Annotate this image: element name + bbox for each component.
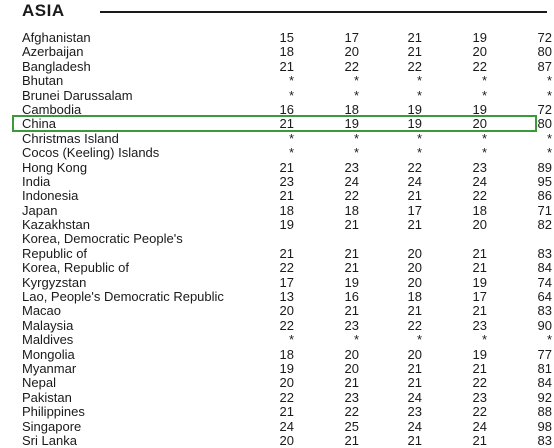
score-cell: * xyxy=(353,145,359,161)
score-cell: 20 xyxy=(344,346,359,362)
score-cell: 64 xyxy=(537,289,552,305)
table-row xyxy=(22,159,552,175)
score-cell: 89 xyxy=(537,159,552,175)
country-name: Malaysia xyxy=(22,317,74,333)
score-cell: * xyxy=(288,73,294,89)
score-cell: * xyxy=(481,73,487,89)
score-cell: 88 xyxy=(537,404,552,420)
score-cell: * xyxy=(481,145,487,161)
score-cell: 21 xyxy=(407,432,422,448)
country-name: Korea, Democratic People's xyxy=(22,231,183,247)
score-cell: 21 xyxy=(472,303,487,319)
country-name: Kazakhstan xyxy=(22,217,90,233)
score-cell: 21 xyxy=(344,245,359,261)
score-cell: * xyxy=(481,130,487,146)
score-cell: 23 xyxy=(344,317,359,333)
score-cell: * xyxy=(416,73,422,89)
score-cell: 20 xyxy=(407,260,422,276)
score-cell: 22 xyxy=(344,404,359,420)
country-name: Indonesia xyxy=(22,188,79,204)
score-cell: 77 xyxy=(537,346,552,362)
score-cell: 22 xyxy=(407,317,422,333)
score-cell: 18 xyxy=(279,202,294,218)
score-cell: * xyxy=(353,87,359,103)
score-cell: * xyxy=(546,87,552,103)
score-cell: 21 xyxy=(472,432,487,448)
score-cell: 16 xyxy=(344,289,359,305)
country-name: India xyxy=(22,173,51,189)
country-name: Lao, People's Democratic Republic xyxy=(22,289,224,305)
score-cell: 21 xyxy=(344,260,359,276)
score-cell: 20 xyxy=(407,245,422,261)
score-cell: 95 xyxy=(537,173,552,189)
table-row xyxy=(22,58,552,74)
country-name: Macao xyxy=(22,303,62,319)
table-row xyxy=(22,346,552,362)
score-cell: 82 xyxy=(537,217,552,233)
score-cell: 23 xyxy=(344,159,359,175)
country-name: Korea, Republic of xyxy=(22,260,129,276)
score-cell: 22 xyxy=(344,188,359,204)
score-cell: 19 xyxy=(279,360,294,376)
score-cell: 83 xyxy=(537,432,552,448)
country-name: Brunei Darussalam xyxy=(22,87,133,103)
score-cell: 74 xyxy=(537,274,552,290)
score-cell: 21 xyxy=(407,375,422,391)
table-row xyxy=(22,130,552,146)
score-cell: 21 xyxy=(279,116,294,132)
table-row xyxy=(22,30,552,45)
score-cell: 92 xyxy=(537,389,552,405)
table-row xyxy=(22,232,542,246)
score-cell: 16 xyxy=(279,101,294,117)
title-rule xyxy=(100,11,547,13)
score-cell: 23 xyxy=(472,317,487,333)
score-cell: 24 xyxy=(472,418,487,434)
table-row xyxy=(22,116,552,132)
score-cell: 21 xyxy=(407,188,422,204)
score-cell: * xyxy=(288,145,294,161)
table-row xyxy=(22,432,552,448)
score-cell: 21 xyxy=(344,432,359,448)
score-cell: 18 xyxy=(407,289,422,305)
score-cell: * xyxy=(546,73,552,89)
country-name: Kyrgyzstan xyxy=(22,274,87,290)
score-cell: * xyxy=(288,332,294,348)
score-cell: 19 xyxy=(344,274,359,290)
score-cell: 22 xyxy=(472,188,487,204)
score-cell: 86 xyxy=(537,188,552,204)
score-cell: 22 xyxy=(472,404,487,420)
score-cell: * xyxy=(288,87,294,103)
table-row xyxy=(22,101,552,117)
country-name: Pakistan xyxy=(22,389,72,405)
score-cell: 19 xyxy=(279,217,294,233)
score-cell: 24 xyxy=(344,173,359,189)
score-cell: 19 xyxy=(407,101,422,117)
table-row xyxy=(22,188,552,204)
score-cell: * xyxy=(481,332,487,348)
score-cell: 24 xyxy=(407,418,422,434)
country-score-table xyxy=(22,30,552,448)
score-cell: 19 xyxy=(344,116,359,132)
table-row xyxy=(22,73,552,89)
table-row xyxy=(22,360,552,376)
score-cell: 87 xyxy=(537,58,552,74)
country-name: Christmas Island xyxy=(22,130,119,146)
score-cell: 21 xyxy=(407,217,422,233)
score-cell: 20 xyxy=(407,274,422,290)
score-cell: 23 xyxy=(344,389,359,405)
score-cell: 25 xyxy=(344,418,359,434)
table-row xyxy=(22,317,552,333)
score-cell: * xyxy=(546,130,552,146)
region-title: ASIA xyxy=(22,1,65,20)
score-cell: 22 xyxy=(279,389,294,405)
table-row xyxy=(22,44,552,60)
table-row xyxy=(22,332,552,348)
country-name: Cocos (Keeling) Islands xyxy=(22,145,160,161)
score-cell: * xyxy=(481,87,487,103)
country-name: Philippines xyxy=(22,404,85,420)
table-row xyxy=(22,173,552,189)
table-row xyxy=(22,217,552,233)
score-cell: * xyxy=(353,73,359,89)
country-name: Nepal xyxy=(22,375,56,391)
score-cell: 21 xyxy=(407,30,422,45)
score-cell: 21 xyxy=(279,245,294,261)
score-cell: 13 xyxy=(279,289,294,305)
score-cell: 22 xyxy=(407,58,422,74)
score-cell: 21 xyxy=(279,188,294,204)
score-cell: * xyxy=(416,130,422,146)
score-cell: 98 xyxy=(537,418,552,434)
score-cell: 20 xyxy=(472,116,487,132)
score-cell: 24 xyxy=(472,173,487,189)
score-cell: 90 xyxy=(537,317,552,333)
score-cell: * xyxy=(416,87,422,103)
score-cell: 72 xyxy=(537,101,552,117)
score-cell: 19 xyxy=(407,116,422,132)
country-name: Cambodia xyxy=(22,101,82,117)
score-cell: 72 xyxy=(537,30,552,45)
country-name: Bhutan xyxy=(22,73,64,89)
score-cell: 80 xyxy=(537,116,552,132)
score-cell: * xyxy=(416,332,422,348)
score-cell: 19 xyxy=(472,101,487,117)
country-name: Myanmar xyxy=(22,360,77,376)
score-cell: 20 xyxy=(344,360,359,376)
score-cell: 22 xyxy=(279,317,294,333)
score-cell: 15 xyxy=(279,30,294,45)
score-cell: 19 xyxy=(472,346,487,362)
score-cell: 84 xyxy=(537,260,552,276)
score-cell: 20 xyxy=(279,303,294,319)
score-cell: 19 xyxy=(472,274,487,290)
score-cell: 20 xyxy=(279,375,294,391)
score-cell: 22 xyxy=(472,375,487,391)
score-cell: 18 xyxy=(344,101,359,117)
score-cell: 81 xyxy=(537,360,552,376)
country-name: China xyxy=(22,116,56,132)
score-cell: 23 xyxy=(472,389,487,405)
score-cell: 18 xyxy=(472,202,487,218)
score-cell: * xyxy=(416,145,422,161)
score-cell: 24 xyxy=(407,173,422,189)
country-name: Maldives xyxy=(22,332,74,348)
table-row xyxy=(22,245,552,261)
score-cell: 80 xyxy=(537,44,552,60)
score-cell: 21 xyxy=(472,245,487,261)
score-cell: 22 xyxy=(407,159,422,175)
score-cell: 20 xyxy=(279,432,294,448)
score-cell: 21 xyxy=(279,404,294,420)
score-cell: 24 xyxy=(279,418,294,434)
table-row xyxy=(22,202,552,218)
score-cell: 17 xyxy=(472,289,487,305)
table-row xyxy=(22,389,552,405)
score-cell: 21 xyxy=(472,360,487,376)
country-name: Japan xyxy=(22,202,58,218)
table-row xyxy=(22,87,552,103)
score-cell: 23 xyxy=(407,404,422,420)
score-cell: 20 xyxy=(472,44,487,60)
score-cell: 20 xyxy=(344,44,359,60)
score-cell: 17 xyxy=(407,202,422,218)
table-row xyxy=(22,274,552,290)
country-name: Mongolia xyxy=(22,346,75,362)
table-row xyxy=(22,404,552,420)
score-cell: 21 xyxy=(407,44,422,60)
table-row xyxy=(22,145,552,161)
table-row xyxy=(22,418,552,434)
score-cell: * xyxy=(353,332,359,348)
score-cell: 83 xyxy=(537,303,552,319)
score-cell: 24 xyxy=(407,389,422,405)
score-cell: 21 xyxy=(344,375,359,391)
score-cell: 21 xyxy=(407,360,422,376)
score-cell: 22 xyxy=(344,58,359,74)
score-cell: * xyxy=(353,130,359,146)
country-name: Republic of xyxy=(22,245,88,261)
score-cell: 17 xyxy=(279,274,294,290)
score-cell: 18 xyxy=(279,44,294,60)
score-cell: * xyxy=(288,130,294,146)
country-name: Hong Kong xyxy=(22,159,88,175)
score-cell: 21 xyxy=(279,58,294,74)
table-row xyxy=(22,375,552,391)
country-name: Afghanistan xyxy=(22,30,91,45)
country-name: Azerbaijan xyxy=(22,44,84,60)
score-cell: 17 xyxy=(344,30,359,45)
score-cell: 21 xyxy=(472,260,487,276)
score-cell: 84 xyxy=(537,375,552,391)
table-row xyxy=(22,303,552,319)
country-name: Singapore xyxy=(22,418,82,434)
score-cell: 22 xyxy=(279,260,294,276)
score-cell: 19 xyxy=(472,30,487,45)
score-cell: 20 xyxy=(407,346,422,362)
score-cell: 18 xyxy=(279,346,294,362)
country-name: Sri Lanka xyxy=(22,432,77,448)
score-cell: 22 xyxy=(472,58,487,74)
score-cell: 21 xyxy=(344,217,359,233)
score-cell: 23 xyxy=(472,159,487,175)
score-cell: 21 xyxy=(344,303,359,319)
score-cell: 71 xyxy=(537,202,552,218)
table-row xyxy=(22,289,552,305)
table-row xyxy=(22,260,552,276)
country-name: Bangladesh xyxy=(22,58,91,74)
score-cell: 18 xyxy=(344,202,359,218)
score-cell: 21 xyxy=(279,159,294,175)
score-cell: 21 xyxy=(407,303,422,319)
score-cell: * xyxy=(546,145,552,161)
region-header xyxy=(22,0,547,22)
score-cell: * xyxy=(546,332,552,348)
score-cell: 20 xyxy=(472,217,487,233)
score-cell: 23 xyxy=(279,173,294,189)
score-cell: 83 xyxy=(537,245,552,261)
